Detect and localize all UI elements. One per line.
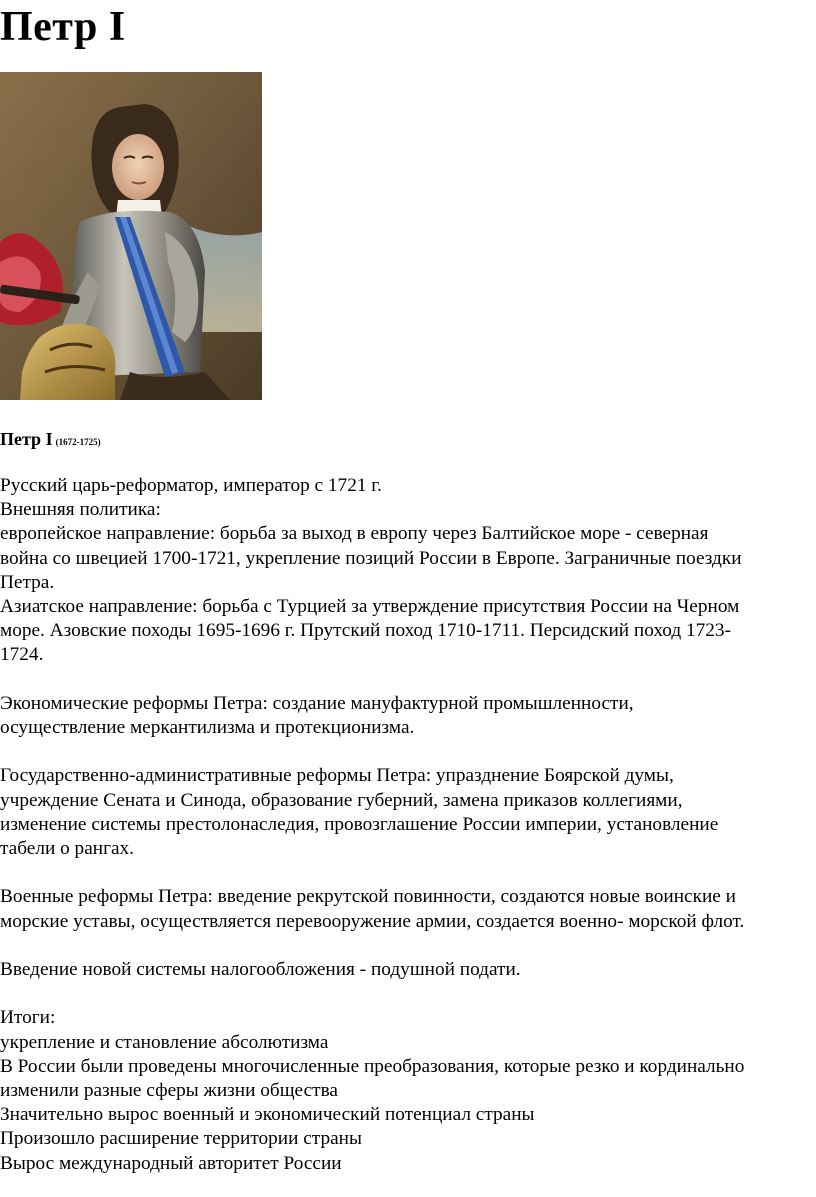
paragraph-gap [0, 740, 816, 764]
caption-years: (1672-1725) [55, 437, 101, 447]
paragraph-gap [0, 982, 816, 1006]
portrait-caption [0, 428, 101, 453]
text-line: Государственно-административные реформы Петра: упразднение Боярской думы, [0, 765, 674, 787]
text-line: осуществление меркантилизма и протекционизма. [0, 717, 415, 739]
portrait-image [0, 72, 262, 400]
article-body [0, 474, 816, 1176]
text-line: Экономические реформы Петра: создание мануфактурной промышленности, [0, 692, 634, 714]
text-line: Азиатское направление: борьба с Турцией за утверждение присутствия России на Черном [0, 596, 740, 618]
text-line: Петра. [0, 571, 55, 593]
text-line: укрепление и становление абсолютизма [0, 1031, 329, 1053]
text-line: В России были проведены многочисленные преобразования, которые резко и кординально [0, 1055, 745, 1077]
text-line: морские уставы, осуществляется перевооружение армии, создается военно- морской флот. [0, 910, 745, 932]
text-line: изменили разные сферы жизни общества [0, 1080, 338, 1101]
text-line: война со швецией 1700-1721, укрепление позиций России в Европе. Заграничные поездки [0, 547, 742, 569]
portrait-painting-icon [0, 72, 262, 400]
paragraph-gap [0, 861, 816, 885]
text-line: море. Азовские походы 1695-1696 г. Прутский поход 1710-1711. Персидский поход 1723- [0, 620, 731, 642]
text-line: Итоги: [0, 1007, 56, 1029]
text-line: изменение системы престолонаследия, провозглашение России империи, установление [0, 813, 719, 835]
text-line: Внешняя политика: [0, 499, 161, 521]
text-line: Произошло расширение территории страны [0, 1128, 362, 1150]
caption-name: Петр I [0, 429, 53, 449]
paragraph-gap [0, 934, 816, 958]
text-line: Военные реформы Петра: введение рекрутской повинности, создаются новые воинские и [0, 886, 737, 908]
text-line: европейское направление: борьба за выход в европу через Балтийское море - северная [0, 523, 709, 545]
text-line: Русский царь-реформатор, император с 1721 г. [0, 475, 382, 496]
page-title: Петр I [0, 4, 126, 50]
text-line: Введение новой системы налогообложения - подушной подати. [0, 959, 521, 980]
text-line: учреждение Сената и Синода, образование губерний, замена приказов коллегиями, [0, 789, 683, 811]
paragraph-gap [0, 668, 816, 692]
text-line: Вырос международный авторитет России [0, 1152, 342, 1174]
text-line: табели о рангах. [0, 838, 134, 860]
text-line: Значительно вырос военный и экономический потенциал страны [0, 1104, 535, 1126]
text-line: 1724. [0, 644, 44, 666]
